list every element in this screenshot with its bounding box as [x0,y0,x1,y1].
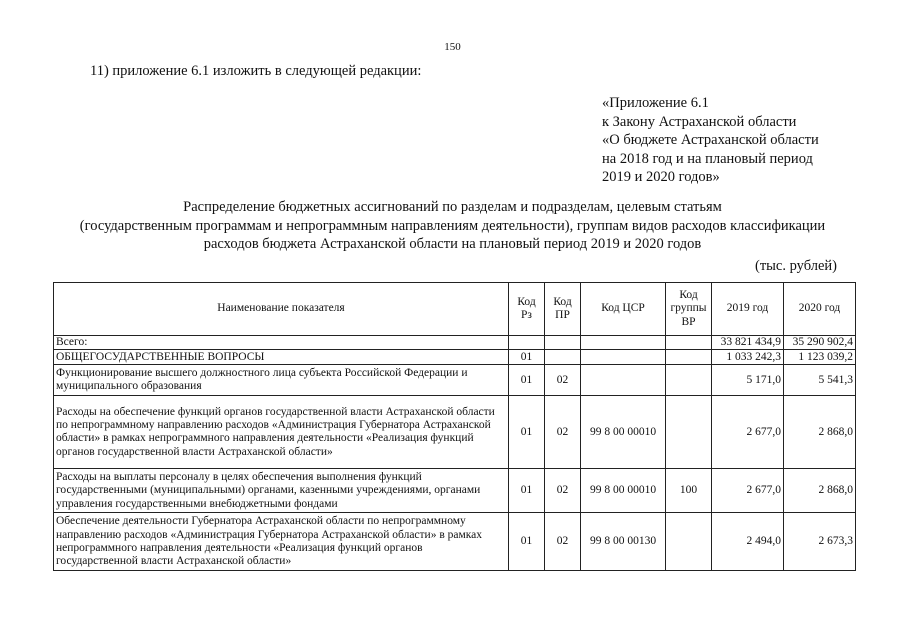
row-name: Обеспечение деятельности Губернатора Астраханской области по непрограммному направлению расходов «Администрация Губернатора Астраханской области» в рамках непрограммного направления деятельности «Реализация функций органов государственной власти Астраханской области» [54,513,509,571]
amendment-item: 11) приложение 6.1 изложить в следующей редакции: [90,63,422,79]
row-csr: 99 8 00 00130 [581,513,666,571]
row-2019: 2 677,0 [712,469,784,513]
row-2019: 2 677,0 [712,396,784,469]
table-header-row [54,283,856,336]
row-name: Расходы на выплаты персоналу в целях обеспечения выполнения функций государственными (муниципальными) органами, казенными учреждениями, органами управления государственными внебюджетными фондами [54,469,509,513]
header-csr: Код ЦСР [581,283,666,336]
row-2020: 5 541,3 [784,365,856,396]
row-2020: 2 868,0 [784,469,856,513]
table-row [54,365,856,396]
appendix-line: к Закону Астраханской области [602,113,797,130]
row-rz: 01 [509,365,545,396]
row-rz: 01 [509,513,545,571]
table-row [54,469,856,513]
row-2020: 1 123 039,2 [784,350,856,365]
row-csr: 99 8 00 00010 [581,396,666,469]
appendix-line: 2019 и 2020 годов» [602,169,720,185]
table-row [54,336,856,350]
appendix-line: на 2018 год и на плановый период [602,150,813,167]
row-rz [509,336,545,350]
header-pr: Код ПР [545,283,581,336]
row-vr [666,513,712,571]
document-heading [40,198,865,254]
row-name: ОБЩЕГОСУДАРСТВЕННЫЕ ВОПРОСЫ [54,350,509,365]
row-rz: 01 [509,396,545,469]
header-2020: 2020 год [784,283,856,336]
row-name: Всего: [54,336,509,350]
table-row [54,513,856,571]
row-2019: 5 171,0 [712,365,784,396]
row-rz: 01 [509,350,545,365]
appendix-line: «О бюджете Астраханской области [602,132,819,148]
units-label: (тыс. рублей) [755,258,837,274]
row-2019: 2 494,0 [712,513,784,571]
page-number: 150 [444,41,461,53]
table-row [54,396,856,469]
appendix-reference [602,94,819,187]
row-2020: 2 673,3 [784,513,856,571]
row-csr: 99 8 00 00010 [581,469,666,513]
row-pr [545,350,581,365]
appendix-line: «Приложение 6.1 [602,95,709,111]
row-csr [581,365,666,396]
header-2019: 2019 год [712,283,784,336]
row-2019: 33 821 434,9 [712,336,784,350]
row-pr: 02 [545,396,581,469]
row-name: Расходы на обеспечение функций органов государственной власти Астраханской области по непрограммному направлению расходов «Администрация Губернатора Астраханской области» в рамках непрограммного направления деятельности «Реализация функций органов государственной власти Астраханской области» [54,396,509,469]
heading-line: Распределение бюджетных ассигнований по разделам и подразделам, целевым статьям [183,199,722,215]
table-row [54,350,856,365]
row-csr [581,350,666,365]
row-csr [581,336,666,350]
row-pr [545,336,581,350]
row-vr: 100 [666,469,712,513]
row-vr [666,350,712,365]
header-name: Наименование показателя [54,283,509,336]
row-name: Функционирование высшего должностного лица субъекта Российской Федерации и муниципального образования [54,365,509,396]
row-vr [666,365,712,396]
row-2019: 1 033 242,3 [712,350,784,365]
row-vr [666,396,712,469]
row-vr [666,336,712,350]
row-pr: 02 [545,513,581,571]
heading-line: (государственным программам и непрограммным направлениям деятельности), группам видов расходов классификации [79,217,826,234]
heading-line: расходов бюджета Астраханской области на плановый период 2019 и 2020 годов [203,236,702,252]
row-pr: 02 [545,469,581,513]
row-rz: 01 [509,469,545,513]
row-2020: 35 290 902,4 [784,336,856,350]
budget-table [53,282,856,571]
header-vr: Код группы ВР [666,283,712,336]
row-pr: 02 [545,365,581,396]
row-2020: 2 868,0 [784,396,856,469]
header-rz: Код Рз [509,283,545,336]
